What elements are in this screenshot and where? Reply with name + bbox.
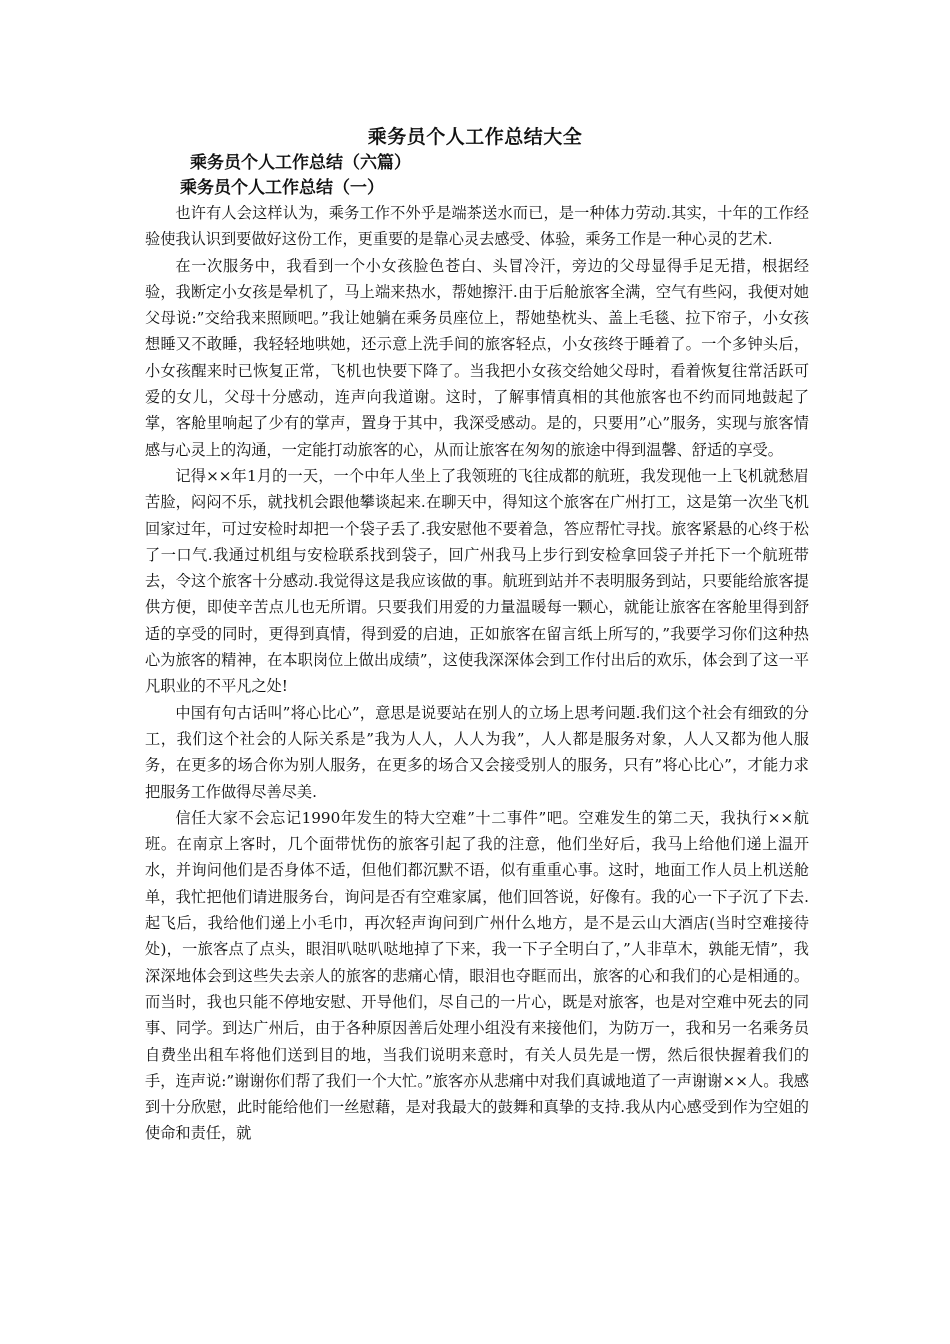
- paragraph-1: 也许有人会这样认为，乘务工作不外乎是端茶送水而已，是一种体力劳动.其实，十年的工作经验使我认识到要做好这份工作，更重要的是靠心灵去感受、体验，乘务工作是一种心灵的艺术.: [145, 204, 809, 249]
- paragraph-5: 信任大家不会忘记1990年发生的特大空难”十二事件”吧。空难发生的第二天，我执行××航班。在南京上客时，几个面带忧伤的旅客引起了我的注意，他们坐好后，我马上给他们递上温开水，并询问他们是否身体不适，但他们都沉默不语，似有重重心事。这时，地面工作人员上机送舱单，我忙把他们请进服务台，询问是否有空难家属，他们回答说，好像有。我的心一下子沉了下去.起飞后，我给他们递上小毛巾，再次轻声询问到广州什么地方，是不是云山大酒店(当时空难接待处)，一旅客点了点头，眼泪叭哒叭哒地掉了下来，我一下子全明白了，”人非草木，孰能无情”，我深深地体会到这些失去亲人的旅客的悲痛心情，眼泪也夺眶而出，旅客的心和我们的心是相通的。而当时，我也只能不停地安慰、开导他们，尽自己的一片心，既是对旅客，也是对空难中死去的同事、同学。到达广州后，由于各种原因善后处理小组没有来接他们，为防万一，我和另一名乘务员自费坐出租车将他们送到目的地，当我们说明来意时，有关人员先是一愣，然后很快握着我们的手，连声说:”谢谢你们帮了我们一个大忙。”旅客亦从悲痛中对我们真诚地道了一声谢谢××人。我感到十分欣慰，此时能给他们一丝慰藉，是对我最大的鼓舞和真挚的支持.我从内心感受到作为空姐的使命和责任，就: [145, 808, 809, 1143]
- document-subtitle: 乘务员个人工作总结（六篇）: [190, 153, 411, 173]
- section-title: 乘务员个人工作总结（一）: [180, 178, 384, 198]
- paragraph-4: 中国有句古话叫”将心比心”，意思是说要站在别人的立场上思考问题.我们这个社会有细致的分工，我们这个社会的人际关系是”我为人人，人人为我”，人人都是服务对象，人人又都为他人服务，在更多的场合你为别人服务，在更多的场合又会接受别人的服务，只有”将心比心”，才能力求把服务工作做得尽善尽美.: [145, 703, 809, 801]
- document-body: [145, 200, 809, 1147]
- paragraph-3: 记得××年1月的一天，一个中年人坐上了我领班的飞往成都的航班，我发现他一上飞机就愁眉苦脸，闷闷不乐，就找机会跟他攀谈起来.在聊天中，得知这个旅客在广州打工，这是第一次坐飞机回家过年，可过安检时却把一个袋子丢了.我安慰他不要着急，答应帮忙寻找。旅客紧悬的心终于松了一口气.我通过机组与安检联系找到袋子，回广州我马上步行到安检拿回袋子并托下一个航班带去，令这个旅客十分感动.我觉得这是我应该做的事。航班到站并不表明服务到站，只要能给旅客提供方便，即使辛苦点儿也无所谓。只要我们用爱的力量温暖每一颗心，就能让旅客在客舱里得到舒适的享受的同时，更得到真情，得到爱的启迪，正如旅客在留言纸上所写的，”我要学习你们这种热心为旅客的精神，在本职岗位上做出成绩”，这使我深深体会到工作付出后的欢乐，体会到了这一平凡职业的不平凡之处!: [145, 466, 809, 696]
- document-title: 乘务员个人工作总结大全: [367, 126, 583, 148]
- paragraph-2: 在一次服务中，我看到一个小女孩脸色苍白、头冒冷汗，旁边的父母显得手足无措，根据经验，我断定小女孩是晕机了，马上端来热水，帮她擦汗.由于后舱旅客全满，空气有些闷，我便对她父母说:”交给我来照顾吧。”我让她躺在乘务员座位上，帮她垫枕头、盖上毛毯、拉下帘子，小女孩想睡又不敢睡，我轻轻地哄她，还示意上洗手间的旅客轻点，小女孩终于睡着了。一个多钟头后，小女孩醒来时已恢复正常，飞机也快要下降了。当我把小女孩交给她父母时，看着恢复往常活跃可爱的女儿，父母十分感动，连声向我道谢。这时，了解事情真相的其他旅客也不约而同地鼓起了掌，客舱里响起了少有的掌声，置身于其中，我深受感动。是的，只要用”心”服务，实现与旅客情感与心灵上的沟通，一定能打动旅客的心，从而让旅客在匆匆的旅途中得到温馨、舒适的享受。: [145, 256, 809, 459]
